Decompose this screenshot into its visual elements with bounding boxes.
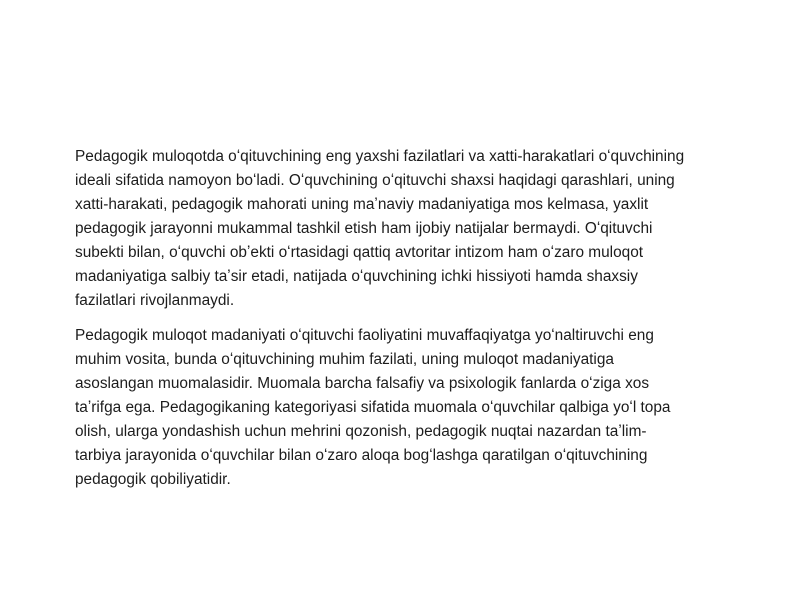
text-line: xatti-harakati, pedagogik mahorati uning maʼnaviy madaniyatiga mos kelmasa, yaxlit [75,196,649,213]
body-text [75,145,735,503]
paragraph-2 [75,324,735,492]
text-line: fazilatlari rivojlanmaydi. [75,292,235,309]
text-line: olish, ularga yondashish uchun mehrini qozonish, pedagogik nuqtai nazardan taʼlim- [75,423,647,440]
text-line: pedagogik jarayonni mukammal tashkil etish ham ijobiy natijalar bermaydi. Oʻqituvchi [75,220,653,237]
text-line: madaniyatiga salbiy taʼsir etadi, natijada oʻquvchining ichki hissiyoti hamda shaxsiy [75,268,638,285]
text-line: asoslangan muomalasidir. Muomala barcha falsafiy va psixologik fanlarda oʻziga xos [75,375,650,392]
text-line: pedagogik qobiliyatidir. [75,471,231,488]
text-line: muhim vosita, bunda oʻqituvchining muhim fazilati, uning muloqot madaniyatiga [75,351,614,368]
text-line: Pedagogik muloqotda oʻqituvchining eng yaxshi fazilatlari va xatti-harakatlari oʻquvchining [75,148,685,165]
text-line: taʼrifga ega. Pedagogikaning kategoriyasi sifatida muomala oʻquvchilar qalbiga yoʻl topa [75,399,671,416]
text-line: subekti bilan, oʻquvchi obʼekti oʻrtasidagi qattiq avtoritar intizom ham oʻzaro muloqot [75,244,644,261]
text-line: tarbiya jarayonida oʻquvchilar bilan oʻzaro aloqa bogʻlashga qaratilgan oʻqituvchining [75,447,648,464]
text-line: ideali sifatida namoyon boʻladi. Oʻquvchining oʻqituvchi shaxsi haqidagi qarashlari, uning [75,172,675,189]
paragraph-1 [75,145,735,313]
text-line: Pedagogik muloqot madaniyati oʻqituvchi faoliyatini muvaffaqiyatga yoʻnaltiruvchi eng [75,327,654,344]
